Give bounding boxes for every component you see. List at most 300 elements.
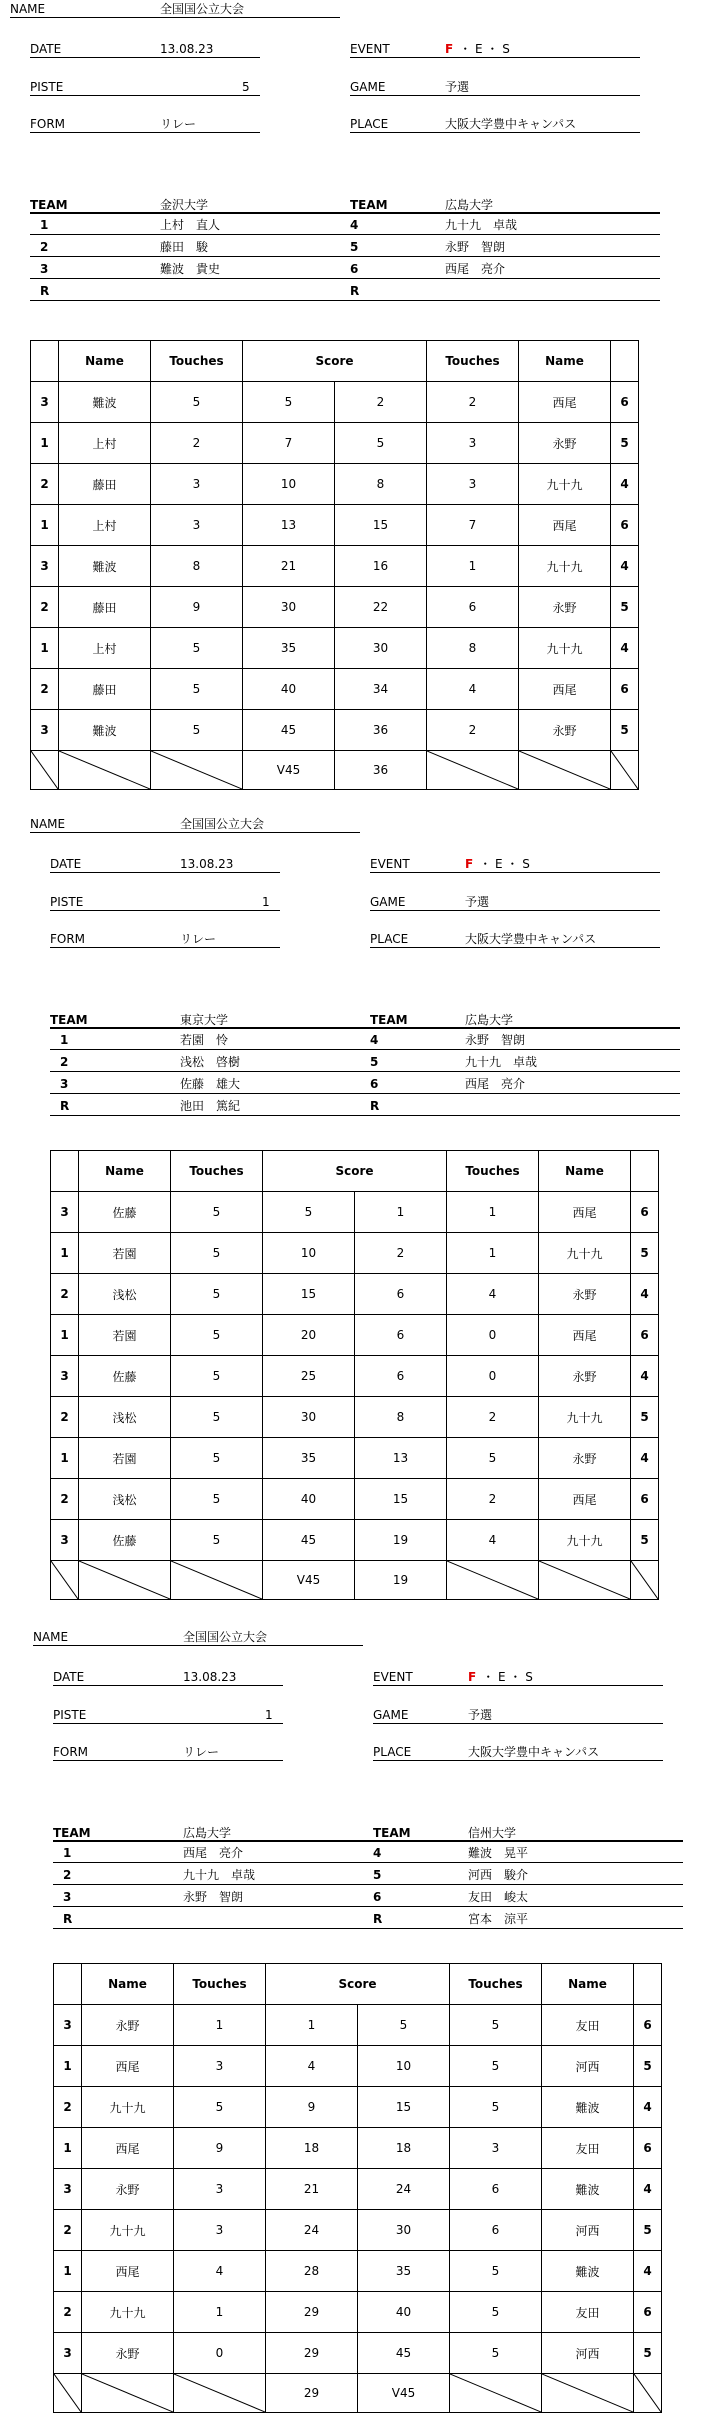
name-label: NAME [33, 1630, 69, 1644]
table-row [54, 2005, 662, 2046]
diagonal-cell [542, 2374, 634, 2413]
right-touches: 6 [450, 2169, 542, 2210]
right-touches: 3 [450, 2128, 542, 2169]
form-label: FORM [30, 117, 66, 131]
event-rest: ・ E ・ S [482, 1670, 533, 1684]
left-touches: 5 [171, 1438, 263, 1479]
left-score: 45 [263, 1520, 355, 1561]
table-row [51, 1192, 659, 1233]
right-score: 45 [358, 2333, 450, 2374]
left-fencer-name: 藤田 [59, 669, 151, 710]
left-touches: 3 [151, 464, 243, 505]
right-fencer-number: 4 [634, 2251, 662, 2292]
right-touches: 3 [427, 464, 519, 505]
left-fencer-name: 九十九 [82, 2087, 174, 2128]
right-touches: 2 [447, 1479, 539, 1520]
piste-value: 1 [265, 1708, 273, 1722]
right-member-num: 4 [370, 1033, 379, 1047]
left-touches: 5 [171, 1397, 263, 1438]
right-member-name: 九十九 卓哉 [465, 1055, 538, 1069]
table-row [31, 423, 639, 464]
left-touches: 5 [171, 1274, 263, 1315]
right-fencer-name: 難波 [542, 2087, 634, 2128]
member-underline [30, 256, 660, 257]
right-fencer-number: 5 [611, 587, 639, 628]
right-fencer-name: 西尾 [539, 1479, 631, 1520]
right-touches: 1 [427, 546, 519, 587]
header-touches-right: Touches [427, 341, 519, 382]
diagonal-cell [82, 2374, 174, 2413]
final-score-left: V45 [243, 751, 335, 790]
left-fencer-number: 3 [54, 2333, 82, 2374]
right-member-name: 西尾 亮介 [445, 262, 506, 276]
right-touches: 5 [450, 2292, 542, 2333]
left-member-num: 3 [63, 1890, 72, 1904]
left-fencer-name: 佐藤 [79, 1520, 171, 1561]
team-label-left: TEAM [53, 1826, 91, 1840]
table-header-row [54, 1964, 662, 2005]
left-touches: 0 [174, 2333, 266, 2374]
left-score: 15 [263, 1274, 355, 1315]
date-label: DATE [53, 1670, 85, 1684]
table-row [54, 2251, 662, 2292]
header-blank-left [31, 341, 59, 382]
left-member-num: 2 [40, 240, 49, 254]
right-fencer-name: 永野 [539, 1438, 631, 1479]
left-fencer-name: 浅松 [79, 1397, 171, 1438]
underline [30, 132, 260, 133]
event-value [468, 1670, 533, 1684]
right-score: 19 [355, 1520, 447, 1561]
left-score: 35 [243, 628, 335, 669]
left-fencer-number: 3 [31, 546, 59, 587]
team-left-name: 東京大学 [180, 1013, 229, 1027]
left-touches: 5 [171, 1479, 263, 1520]
left-fencer-name: 藤田 [59, 464, 151, 505]
left-fencer-name: 九十九 [82, 2210, 174, 2251]
right-fencer-name: 九十九 [539, 1520, 631, 1561]
right-member-name: 宮本 涼平 [468, 1912, 529, 1926]
team-right-name: 信州大学 [468, 1826, 517, 1840]
right-score: 2 [335, 382, 427, 423]
left-fencer-number: 1 [54, 2046, 82, 2087]
member-underline [53, 1928, 683, 1929]
member-underline [53, 1862, 683, 1863]
left-score: 5 [263, 1192, 355, 1233]
right-touches: 2 [427, 382, 519, 423]
right-score: 22 [335, 587, 427, 628]
diagonal-cell [427, 751, 519, 790]
team-label-left: TEAM [50, 1013, 88, 1027]
member-underline [30, 278, 660, 279]
final-score-right: 19 [355, 1561, 447, 1600]
right-fencer-name: 九十九 [539, 1397, 631, 1438]
left-touches: 5 [151, 669, 243, 710]
left-member-name: 難波 貴史 [160, 262, 221, 276]
name-label: NAME [30, 817, 66, 831]
left-member-name: 藤田 駿 [160, 240, 209, 254]
right-touches: 1 [447, 1192, 539, 1233]
left-fencer-name: 難波 [59, 382, 151, 423]
place-label: PLACE [373, 1745, 412, 1759]
right-score: 24 [358, 2169, 450, 2210]
left-fencer-name: 西尾 [82, 2046, 174, 2087]
underline [33, 1645, 363, 1646]
underline [10, 17, 340, 18]
right-fencer-number: 5 [611, 710, 639, 751]
place-value: 大阪大学豊中キャンパス [465, 932, 597, 946]
left-member-name: 佐藤 雄大 [180, 1077, 241, 1091]
table-row [51, 1356, 659, 1397]
underline [370, 872, 660, 873]
right-fencer-name: 河西 [542, 2333, 634, 2374]
table-row [54, 2292, 662, 2333]
right-fencer-number: 6 [634, 2292, 662, 2333]
left-score: 10 [263, 1233, 355, 1274]
left-touches: 5 [174, 2087, 266, 2128]
left-fencer-number: 2 [54, 2210, 82, 2251]
left-member-num: 1 [63, 1846, 72, 1860]
header-touches-right: Touches [447, 1151, 539, 1192]
right-fencer-name: 永野 [519, 423, 611, 464]
member-underline [30, 234, 660, 235]
right-fencer-name: 九十九 [519, 546, 611, 587]
right-member-name: 難波 晃平 [468, 1846, 529, 1860]
place-label: PLACE [350, 117, 389, 131]
score-table [30, 340, 639, 790]
left-member-num: 2 [63, 1868, 72, 1882]
right-member-num: 6 [373, 1890, 382, 1904]
underline [370, 910, 660, 911]
left-fencer-number: 3 [54, 2169, 82, 2210]
table-row [31, 505, 639, 546]
left-fencer-number: 2 [51, 1479, 79, 1520]
event-f: F [445, 42, 454, 56]
left-score: 28 [266, 2251, 358, 2292]
left-score: 21 [266, 2169, 358, 2210]
underline [50, 947, 280, 948]
right-score: 13 [355, 1438, 447, 1479]
underline [350, 57, 640, 58]
left-score: 29 [266, 2292, 358, 2333]
left-touches: 3 [174, 2169, 266, 2210]
member-underline [50, 1115, 680, 1116]
score-table [53, 1963, 662, 2413]
underline [373, 1760, 663, 1761]
right-member-num: 4 [373, 1846, 382, 1860]
place-value: 大阪大学豊中キャンパス [468, 1745, 600, 1759]
underline [30, 57, 260, 58]
event-f: F [465, 857, 474, 871]
right-member-num: 6 [370, 1077, 379, 1091]
right-touches: 4 [447, 1520, 539, 1561]
left-fencer-number: 2 [51, 1274, 79, 1315]
left-fencer-name: 佐藤 [79, 1192, 171, 1233]
left-touches: 5 [151, 628, 243, 669]
left-fencer-number: 2 [31, 669, 59, 710]
right-fencer-name: 友田 [542, 2292, 634, 2333]
member-underline [50, 1049, 680, 1050]
name-value: 全国国公立大会 [180, 817, 265, 831]
right-fencer-number: 6 [631, 1479, 659, 1520]
table-row [51, 1479, 659, 1520]
underline [30, 95, 260, 96]
left-score: 13 [243, 505, 335, 546]
left-member-num: 1 [40, 218, 49, 232]
right-fencer-name: 友田 [542, 2128, 634, 2169]
right-fencer-name: 西尾 [519, 669, 611, 710]
table-row [54, 2087, 662, 2128]
event-rest: ・ E ・ S [479, 857, 530, 871]
right-fencer-number: 6 [611, 669, 639, 710]
header-name-left: Name [79, 1151, 171, 1192]
right-touches: 5 [450, 2005, 542, 2046]
event-value [465, 857, 530, 871]
team-label-right: TEAM [373, 1826, 411, 1840]
table-header-row [51, 1151, 659, 1192]
left-score: 7 [243, 423, 335, 464]
right-fencer-number: 4 [634, 2087, 662, 2128]
member-underline [50, 1071, 680, 1072]
left-fencer-name: 上村 [59, 423, 151, 464]
diagonal-cell [79, 1561, 171, 1600]
diagonal-cell [54, 2374, 82, 2413]
left-score: 20 [263, 1315, 355, 1356]
right-fencer-number: 4 [611, 464, 639, 505]
right-score: 15 [358, 2087, 450, 2128]
score-table [50, 1150, 659, 1600]
underline [53, 1723, 283, 1724]
date-value: 13.08.23 [160, 42, 214, 56]
left-fencer-number: 1 [54, 2251, 82, 2292]
right-score: 8 [335, 464, 427, 505]
right-score: 40 [358, 2292, 450, 2333]
form-value: リレー [180, 932, 217, 946]
right-fencer-name: 友田 [542, 2005, 634, 2046]
right-member-num: R [350, 284, 360, 298]
right-touches: 5 [450, 2087, 542, 2128]
right-score: 30 [335, 628, 427, 669]
right-touches: 4 [427, 669, 519, 710]
diagonal-cell [519, 751, 611, 790]
header-blank-right [634, 1964, 662, 2005]
left-touches: 1 [174, 2292, 266, 2333]
team-left-name: 広島大学 [183, 1826, 232, 1840]
left-score: 18 [266, 2128, 358, 2169]
left-fencer-name: 若園 [79, 1315, 171, 1356]
right-fencer-number: 4 [611, 628, 639, 669]
right-fencer-number: 6 [634, 2128, 662, 2169]
right-fencer-number: 5 [611, 423, 639, 464]
left-score: 40 [263, 1479, 355, 1520]
header-name-left: Name [59, 341, 151, 382]
right-touches: 6 [427, 587, 519, 628]
left-member-name: 永野 智朗 [183, 1890, 244, 1904]
header-score: Score [266, 1964, 450, 2005]
left-member-num: 1 [60, 1033, 69, 1047]
left-fencer-name: 浅松 [79, 1479, 171, 1520]
left-touches: 4 [174, 2251, 266, 2292]
right-score: 15 [355, 1479, 447, 1520]
team-divider [30, 212, 660, 214]
header-blank-right [631, 1151, 659, 1192]
team-right-name: 広島大学 [445, 198, 494, 212]
right-touches: 5 [450, 2251, 542, 2292]
right-score: 1 [355, 1192, 447, 1233]
right-member-num: 5 [350, 240, 359, 254]
left-score: 10 [243, 464, 335, 505]
underline [370, 947, 660, 948]
left-touches: 3 [174, 2046, 266, 2087]
table-row [54, 2169, 662, 2210]
left-fencer-number: 3 [31, 382, 59, 423]
left-fencer-name: 永野 [82, 2005, 174, 2046]
table-row [31, 587, 639, 628]
diagonal-cell [31, 751, 59, 790]
diagonal-cell [51, 1561, 79, 1600]
piste-label: PISTE [30, 80, 64, 94]
right-touches: 2 [427, 710, 519, 751]
team-divider [53, 1840, 683, 1842]
table-row [51, 1274, 659, 1315]
left-fencer-name: 若園 [79, 1233, 171, 1274]
header-score: Score [243, 341, 427, 382]
left-member-num: R [60, 1099, 70, 1113]
final-score-right: 36 [335, 751, 427, 790]
header-name-left: Name [82, 1964, 174, 2005]
right-score: 6 [355, 1356, 447, 1397]
header-name-right: Name [519, 341, 611, 382]
left-fencer-name: 難波 [59, 546, 151, 587]
left-fencer-number: 2 [31, 464, 59, 505]
right-fencer-number: 6 [611, 382, 639, 423]
left-fencer-name: 難波 [59, 710, 151, 751]
table-final-row [51, 1561, 659, 1600]
right-score: 15 [335, 505, 427, 546]
right-member-name: 友田 峻太 [468, 1890, 529, 1904]
diagonal-cell [59, 751, 151, 790]
diagonal-cell [634, 2374, 662, 2413]
member-underline [53, 1906, 683, 1907]
left-member-num: 3 [40, 262, 49, 276]
game-value: 予選 [445, 80, 470, 94]
left-score: 4 [266, 2046, 358, 2087]
event-label: EVENT [373, 1670, 413, 1684]
left-fencer-number: 2 [51, 1397, 79, 1438]
game-label: GAME [350, 80, 386, 94]
right-member-num: 4 [350, 218, 359, 232]
right-score: 2 [355, 1233, 447, 1274]
header-blank-left [51, 1151, 79, 1192]
right-fencer-number: 6 [631, 1192, 659, 1233]
right-fencer-number: 4 [631, 1356, 659, 1397]
left-score: 1 [266, 2005, 358, 2046]
underline [373, 1685, 663, 1686]
underline [350, 132, 640, 133]
table-header-row [31, 341, 639, 382]
header-touches-left: Touches [174, 1964, 266, 2005]
right-member-num: R [373, 1912, 383, 1926]
left-touches: 5 [151, 382, 243, 423]
header-name-right: Name [539, 1151, 631, 1192]
right-member-name: 九十九 卓哉 [445, 218, 518, 232]
left-fencer-number: 3 [51, 1356, 79, 1397]
left-score: 35 [263, 1438, 355, 1479]
right-fencer-name: 河西 [542, 2046, 634, 2087]
event-f: F [468, 1670, 477, 1684]
name-label: NAME [10, 2, 46, 16]
right-touches: 1 [447, 1233, 539, 1274]
left-fencer-number: 3 [54, 2005, 82, 2046]
right-score: 8 [355, 1397, 447, 1438]
left-score: 29 [266, 2333, 358, 2374]
right-fencer-name: 九十九 [539, 1233, 631, 1274]
right-fencer-number: 6 [634, 2005, 662, 2046]
left-fencer-number: 1 [31, 423, 59, 464]
left-fencer-name: 永野 [82, 2333, 174, 2374]
left-fencer-name: 上村 [59, 505, 151, 546]
right-fencer-number: 6 [611, 505, 639, 546]
right-member-name: 河西 駿介 [468, 1868, 529, 1882]
event-rest: ・ E ・ S [459, 42, 510, 56]
left-fencer-number: 3 [31, 710, 59, 751]
left-fencer-name: 上村 [59, 628, 151, 669]
underline [53, 1760, 283, 1761]
table-row [51, 1233, 659, 1274]
left-fencer-number: 2 [54, 2087, 82, 2128]
left-score: 30 [263, 1397, 355, 1438]
left-fencer-name: 西尾 [82, 2128, 174, 2169]
right-fencer-number: 4 [611, 546, 639, 587]
header-touches-left: Touches [151, 341, 243, 382]
header-touches-left: Touches [171, 1151, 263, 1192]
header-score: Score [263, 1151, 447, 1192]
underline [50, 910, 280, 911]
date-value: 13.08.23 [183, 1670, 237, 1684]
underline [30, 832, 360, 833]
piste-value: 5 [242, 80, 250, 94]
right-fencer-number: 5 [631, 1520, 659, 1561]
right-member-num: 5 [373, 1868, 382, 1882]
right-fencer-name: 永野 [519, 710, 611, 751]
left-fencer-name: 西尾 [82, 2251, 174, 2292]
date-label: DATE [50, 857, 82, 871]
right-fencer-name: 河西 [542, 2210, 634, 2251]
left-member-num: 2 [60, 1055, 69, 1069]
left-fencer-number: 3 [51, 1520, 79, 1561]
right-fencer-name: 西尾 [519, 382, 611, 423]
right-score: 34 [335, 669, 427, 710]
right-score: 16 [335, 546, 427, 587]
date-value: 13.08.23 [180, 857, 234, 871]
left-fencer-number: 2 [54, 2292, 82, 2333]
table-row [51, 1438, 659, 1479]
form-label: FORM [53, 1745, 89, 1759]
member-underline [30, 300, 660, 301]
right-score: 36 [335, 710, 427, 751]
left-member-num: R [63, 1912, 73, 1926]
form-label: FORM [50, 932, 86, 946]
event-value [445, 42, 510, 56]
event-label: EVENT [350, 42, 390, 56]
team-label-left: TEAM [30, 198, 68, 212]
right-fencer-number: 5 [634, 2210, 662, 2251]
event-label: EVENT [370, 857, 410, 871]
right-fencer-name: 西尾 [539, 1315, 631, 1356]
date-label: DATE [30, 42, 62, 56]
right-score: 6 [355, 1274, 447, 1315]
team-label-right: TEAM [350, 198, 388, 212]
